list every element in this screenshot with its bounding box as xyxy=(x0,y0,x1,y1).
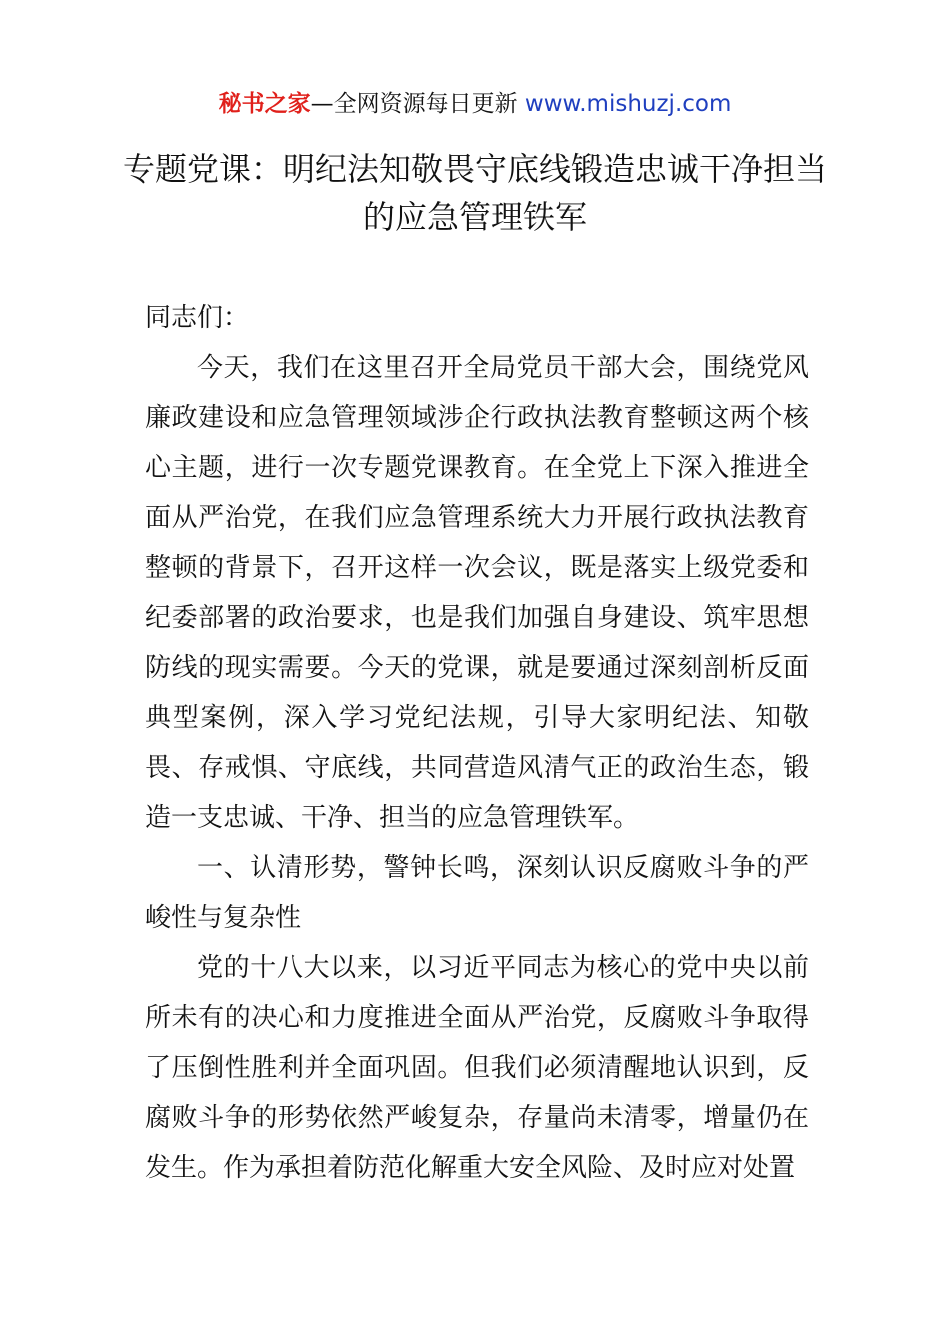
site-url-link[interactable]: www.mishuzj.com xyxy=(524,91,732,117)
salutation: 同志们： xyxy=(145,303,250,333)
section-heading-1: 一、认清形势，警钟长鸣，深刻认识反腐败斗争的严峻性与复杂性 xyxy=(145,853,809,933)
paragraph-section-1: 党的十八大以来，以习近平同志为核心的党中央以前所未有的决心和力度推进全面从严治党，反腐败斗争取得了压倒性胜利并全面巩固。但我们必须清醒地认识到，反腐败斗争的形势依然严峻复杂，存量尚未清零，增量仍在发生。作为承担着防范化解重大安全风险、及时应对处置 xyxy=(145,953,809,1183)
document-title: 专题党课：明纪法知敬畏守底线锻造忠诚干净担当的应急管理铁军 xyxy=(122,150,827,236)
header-tagline: —全网资源每日更新 xyxy=(310,91,525,117)
paragraph-intro: 今天，我们在这里召开全局党员干部大会，围绕党风廉政建设和应急管理领域涉企行政执法教育整顿这两个核心主题，进行一次专题党课教育。在全党上下深入推进全面从严治党，在我们应急管理系统大力开展行政执法教育整顿的背景下，召开这样一次会议，既是落实上级党委和纪委部署的政治要求，也是我们加强自身建设、筑牢思想防线的现实需要。今天的党课，就是要通过深刻剖析反面典型案例，深入学习党纪法规，引导大家明纪法、知敬畏、存戒惧、守底线，共同营造风清气正的政治生态，锻造一支忠诚、干净、担当的应急管理铁军。 xyxy=(145,353,809,833)
site-header xyxy=(0,88,950,120)
brand-name: 秘书之家 xyxy=(218,91,311,117)
document-body xyxy=(145,293,809,1193)
